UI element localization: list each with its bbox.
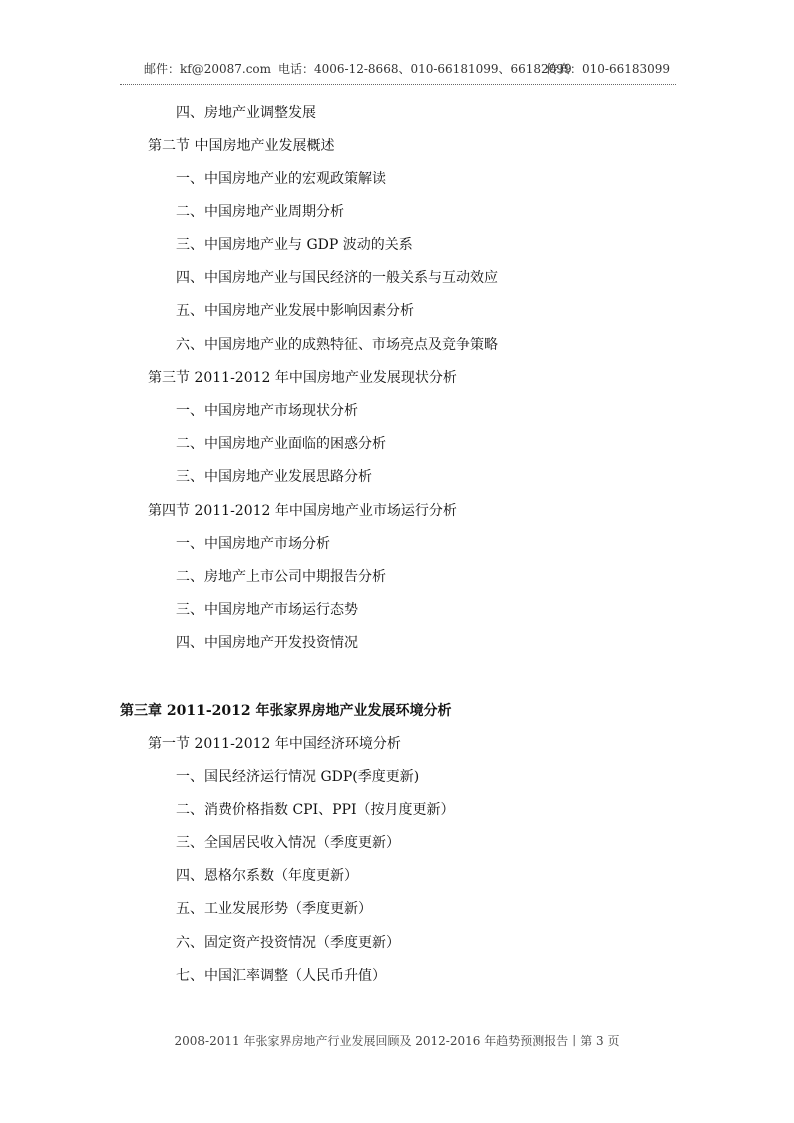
toc-item: 三、中国房地产市场运行态势 xyxy=(176,602,358,618)
toc-chapter: 第三章 2011-2012 年张家界房地产业发展环境分析 xyxy=(120,703,452,719)
toc-section: 第一节 2011-2012 年中国经济环境分析 xyxy=(148,736,401,752)
toc-item: 二、中国房地产业周期分析 xyxy=(176,204,344,220)
toc-item: 六、中国房地产业的成熟特征、市场亮点及竞争策略 xyxy=(176,337,498,353)
toc-item: 五、中国房地产业发展中影响因素分析 xyxy=(176,303,414,319)
toc-item: 四、恩格尔系数（年度更新） xyxy=(176,868,358,884)
toc-item: 一、中国房地产市场现状分析 xyxy=(176,403,358,419)
toc-item: 三、中国房地产业与 GDP 波动的关系 xyxy=(176,237,413,253)
toc-item: 四、中国房地产开发投资情况 xyxy=(176,635,358,651)
page-header xyxy=(120,58,676,85)
toc-section: 第二节 中国房地产业发展概述 xyxy=(148,138,335,154)
toc-item: 一、国民经济运行情况 GDP(季度更新) xyxy=(176,769,420,785)
toc-item: 三、中国房地产业发展思路分析 xyxy=(176,469,372,485)
header-fax: 传真：010-66183099 xyxy=(546,62,671,76)
toc-item: 二、房地产上市公司中期报告分析 xyxy=(176,569,386,585)
toc-item: 三、全国居民收入情况（季度更新） xyxy=(176,835,400,851)
toc-item: 二、消费价格指数 CPI、PPI（按月度更新） xyxy=(176,802,455,818)
toc-section: 第四节 2011-2012 年中国房地产业市场运行分析 xyxy=(148,503,457,519)
toc-item: 二、中国房地产业面临的困惑分析 xyxy=(176,436,386,452)
toc-item: 四、房地产业调整发展 xyxy=(176,105,316,121)
toc-item: 七、中国汇率调整（人民币升值） xyxy=(176,968,386,984)
toc-item: 一、中国房地产市场分析 xyxy=(176,536,330,552)
header-email: 邮件：kf@20087.com xyxy=(144,62,272,76)
page-footer: 2008-2011 年张家界房地产行业发展回顾及 2012-2016 年趋势预测报告丨第 3 页 xyxy=(174,1034,620,1048)
toc-section: 第三节 2011-2012 年中国房地产业发展现状分析 xyxy=(148,370,457,386)
header-phone: 电话：4006-12-8668、010-66181099、66182099 xyxy=(278,62,572,76)
toc-item: 四、中国房地产业与国民经济的一般关系与互动效应 xyxy=(176,270,498,286)
toc-item: 一、中国房地产业的宏观政策解读 xyxy=(176,171,386,187)
toc-item: 六、固定资产投资情况（季度更新） xyxy=(176,935,400,951)
toc-item: 五、工业发展形势（季度更新） xyxy=(176,901,372,917)
